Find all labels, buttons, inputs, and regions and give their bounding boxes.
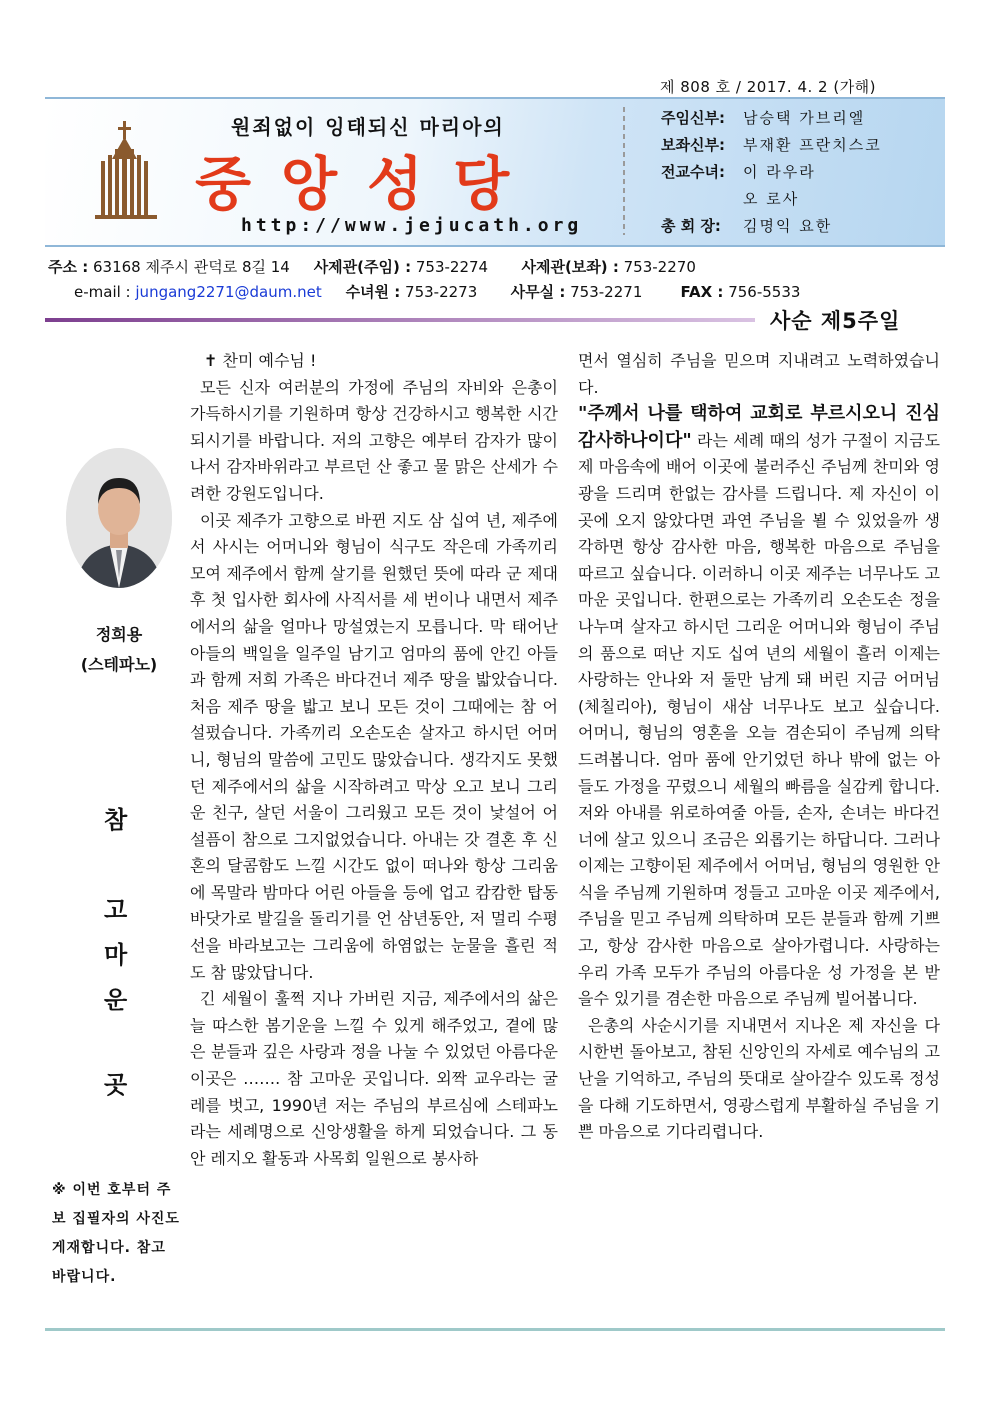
rectory-assist-phone: 753-2270 (623, 258, 696, 276)
vertical-title-char: 고 (104, 896, 128, 924)
staff-role: 주임신부: (661, 109, 725, 127)
address-label: 주소 : (48, 258, 89, 276)
office-phone: 753-2271 (570, 283, 643, 301)
footer-rule (45, 1328, 945, 1331)
masthead-divider (623, 107, 625, 235)
staff-name: 이 라우라 (743, 163, 816, 181)
vertical-title-char: 참 (104, 806, 128, 834)
contact-line-1 (48, 256, 696, 277)
portrait-icon (66, 448, 172, 588)
author-name-block (50, 620, 188, 680)
staff-row (661, 134, 945, 161)
email-link[interactable]: jungang2271@daum.net (135, 283, 322, 301)
article-column-1 (190, 348, 558, 1172)
article-column-2 (578, 348, 940, 1146)
email-label: e-mail : (74, 283, 131, 301)
staff-role: 보좌신부: (661, 136, 725, 154)
vertical-title-char: 마 (104, 941, 128, 969)
staff-row (661, 161, 945, 188)
greeting: ✝ 찬미 예수님 ! (204, 351, 317, 370)
editor-note: ※ 이번 호부터 주보 집필자의 사진도 게재합니다. 참고바랍니다. (52, 1182, 180, 1285)
paragraph: 면서 열심히 주님을 믿으며 지내려고 노력하였습니다. (578, 351, 940, 397)
address: 63168 제주시 관덕로 8길 14 (92, 258, 290, 276)
paragraph-text: 라는 세례 때의 성가 구절이 지금도 제 마음속에 배어 이곳에 불러주신 주님께 찬미와 영광을 드리며 한없는 감사를 드립니다. 제 자신이 이곳에 오지 않았다면 과연 주님을 뵐 수 있었을까 생각하면 항상 감사한 마음, 행복한 마음으로 주님을 따르고 싶습니다. 이러하니 이곳 제주는 너무나도 고마운 곳입니다. 한편으로는 가족끼리 오손도손 정을 나누며 살자고 하시던 그리운 어머니와 형님이 주님의 품으로 떠난 지도 십여 년의 세월이 흘러 이제는 사랑하는 안나와 저 둘만 남게 돼 버린 지금 어머님(체칠리아), 형님이 새삼 너무나도 보고 싶습니다. 어머니, 형님의 영혼을 오늘 겸손되이 주님께 의탁 드려봅니다. 엄마 품에 안기었던 하나 밖에 없는 아들도 가정을 꾸렸으니 세월의 빠름을 실감케 합니다. 저와 아내를 위로하여줄 아들, 손자, 손녀는 바다건너에 살고 있으니 조금은 외롭기는 하답니다. 그러나 이제는 고향이된 제주에서 어머님, 형님의 영원한 안식을 주님께 기원하며 정들고 고마운 이곳 제주에서, 주님을 믿고 주님께 의탁하며 모든 분들과 함께 기쁘고, 항상 감사한 마음으로 살아가렵니다. 사랑하는 우리 가족 모두가 주님의 아름다운 성 가정을 본 받을수 있기를 겸손한 마음으로 주님께 빌어봅니다. (578, 430, 940, 1009)
issue-line: 제 808 호 / 2017. 4. 2 (가해) (660, 78, 877, 96)
staff-role (661, 188, 743, 215)
church-icon (93, 121, 159, 219)
author-name: 정희용 (95, 625, 143, 644)
rectory-assist-label: 사제관(보좌) : (521, 258, 619, 276)
staff-list (661, 107, 945, 242)
staff-name: 부재환 프란치스코 (743, 136, 882, 154)
liturgical-week: 사순 제5주일 (770, 309, 901, 333)
staff-row (661, 107, 945, 134)
masthead-banner (45, 97, 945, 247)
paragraph: 은총의 사순시기를 지내면서 지나온 제 자신을 다시한번 돌아보고, 참된 신앙인의 자세로 예수님의 고난을 기억하고, 주님의 뜻대로 살아갈수 있도록 정성을 다해 기도하면서, 영광스럽게 부활하실 주님을 기쁜 마음으로 기다리렵니다. (578, 1015, 940, 1142)
convent-label: 수녀원 : (345, 283, 401, 301)
website-url[interactable]: http://www.jejucath.org (241, 215, 583, 236)
author-photo (66, 448, 172, 588)
vertical-title-char: 곳 (104, 1071, 128, 1099)
masthead-title: 중앙성당 (195, 150, 540, 218)
staff-row (661, 188, 945, 215)
author-baptismal-name: (스테파노) (80, 655, 158, 674)
convent-phone: 753-2273 (405, 283, 478, 301)
staff-role: 전교수녀: (661, 163, 725, 181)
paragraph: 긴 세월이 훌쩍 지나 가버린 지금, 제주에서의 삶은 늘 따스한 봄기운을 느낄 수 있게 해주었고, 곁에 많은 분들과 깊은 사랑과 정을 나눌 수 있었던 아름다운 이곳은 ……. 참 고마운 곳입니다. 외짝 교우라는 굴레를 벗고, 1990년 저는 주님의 부르심에 스테파노라는 세례명으로 신앙생활을 하게 되었습니다. 그 동안 레지오 활동과 사목회 일원으로 봉사하 (190, 989, 558, 1168)
vertical-title-char: 운 (104, 986, 128, 1014)
masthead-subtitle: 원죄없이 잉태되신 마리아의 (231, 115, 505, 139)
rectory-main-label: 사제관(주임) : (313, 258, 412, 276)
rectory-main-phone: 753-2274 (415, 258, 489, 276)
header-rule (45, 318, 755, 322)
masthead-left (45, 99, 621, 245)
staff-row (661, 215, 945, 242)
fax-label: FAX : (680, 283, 724, 301)
staff-name: 김명익 요한 (743, 217, 833, 235)
staff-role: 총 회 장: (661, 217, 721, 235)
contact-line-2 (74, 281, 800, 302)
office-label: 사무실 : (510, 283, 566, 301)
fax-number: 756-5533 (728, 283, 801, 301)
staff-name: 남승택 가브리엘 (743, 109, 866, 127)
paragraph (578, 401, 940, 1013)
staff-name: 오 로사 (743, 190, 800, 208)
hymn-quote: "주께서 나를 택하여 교회로 부르시오니 진심 감사하나이다" (578, 403, 940, 451)
paragraph: 모든 신자 여러분의 가정에 주님의 자비와 은총이 가득하시기를 기원하며 항상 건강하시고 행복한 시간되시기를 바랍니다. 저의 고향은 예부터 감자가 많이 나서 감자바위라고 부르던 산 좋고 물 맑은 산세가 수려한 강원도입니다. (190, 377, 558, 503)
paragraph: 이곳 제주가 고향으로 바뀐 지도 삼 십여 년, 제주에서 사시는 어머니와 형님이 식구도 작은데 가족끼리 모여 제주에서 함께 살기를 원했던 뜻에 따라 군 제대 후 첫 입사한 회사에 사직서를 세 번이나 내면서 제주에서의 삶을 얼마나 망설였는지 모릅니다. 막 태어난 아들의 백일을 일주일 남기고 엄마의 품에 안긴 아들과 함께 저희 가족은 바다건너 제주 땅을 밟았습니다. 처음 제주 땅을 밟고 보니 모든 것이 그때에는 참 어설펐습니다. 가족끼리 오손도손 살자고 하시던 어머니, 형님의 말씀에 고민도 많았습니다. 생각지도 못했던 제주에서의 삶을 시작하려고 막상 오고 보니 그리운 친구, 살던 서울이 그리웠고 모든 것이 낯설어 어설픔이 참으로 그지없었습니다. 아내는 갓 결혼 후 신혼의 달콤함도 느낄 시간도 없이 떠나와 항상 그리움에 목말라 밤마다 어린 아들을 등에 업고 캄캄한 탑동 바닷가로 발길을 돌리기를 언 삼년동안, 저 멀리 수평선을 바라보고는 그리움에 하염없는 눈물을 흘린 적도 참 많았답니다. (190, 510, 558, 982)
